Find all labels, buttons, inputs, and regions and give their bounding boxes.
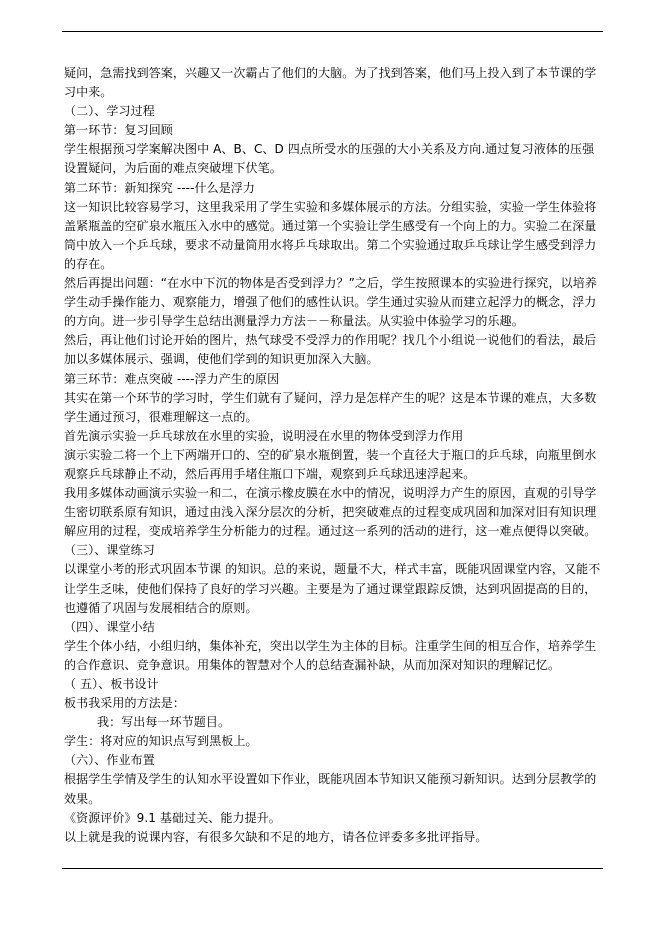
paragraph-demo-one: 首先演示实验一乒乓球放在水里的实验，说明浸在水里的物体受到浮力作用 [64, 428, 464, 443]
paragraph-board-teacher: 我：写出每一环节题目。 [97, 715, 231, 730]
paragraph-demo-two: 演示实验二将一个上下两端开口的、空的矿泉水瓶倒置，装一个直径大于瓶口的乒乓球，向瓶里倒水观察乒乓球静止不动，然后再用手堵住瓶口下端，观察到乒乓球迅速浮起来。 [64, 447, 597, 481]
paragraph-intro-continuation: 疑问，急需找到答案，兴趣又一次霸占了他们的大脑。为了找到答案，他们马上投入到了本节课的学习中来。 [64, 66, 597, 100]
heading-homework: （六）、作业布置 [64, 753, 155, 768]
paragraph-question: 然后再提出问题：“在水中下沉的物体是否受到浮力？”之后，学生按照课本的实验进行探究，以培养学生动手操作能力、观察能力，增强了他们的感性认识。学生通过实验从而建立起浮力的概念，浮力的方向。进一步引导学生总结出测量浮力方法－－称量法。从实验中体验学习的乐趣。 [64, 276, 597, 329]
paragraph-difficulty: 其实在第一个环节的学习时，学生们就有了疑问，浮力是怎样产生的呢？这是本节课的难点，大多数学生通过预习，很难理解这一点的。 [64, 390, 597, 424]
paragraph-board-student: 学生：将对应的知识点写到黑板上。 [64, 734, 258, 749]
heading-step-two: 第二环节：新知探究 ----什么是浮力 [64, 180, 256, 195]
header-rule [62, 31, 603, 32]
footer-rule [62, 868, 603, 869]
paragraph-review: 学生根据预习学案解决图中 A、B、C、D 四点所受水的压强的大小关系及方向.通过复习液体的压强设置疑问，为后面的难点突破埋下伏笔。 [64, 142, 595, 176]
paragraph-experiments: 这一知识比较容易学习，这里我采用了学生实验和多媒体展示的方法。分组实验，实验一学生体验将盖紧瓶盖的空矿泉水瓶压入水中的感觉。通过第一个实验让学生感受有一个向上的力。实验二在深量筒中放入一个乒乓球，要求不动量筒用水将乒乓球取出。第二个实验通过取乒乓球让学生感受到浮力的存在。 [64, 199, 597, 271]
heading-step-one: 第一环节：复习回顾 [64, 123, 173, 138]
heading-board-design: （ 五）、板书设计 [64, 677, 159, 691]
paragraph-resource: 《资源评价》9.1 基础过关、能力提升。 [64, 810, 281, 825]
heading-learning-process: （二）、学习过程 [64, 104, 155, 119]
document-body [64, 64, 602, 847]
paragraph-closing: 以上就是我的说课内容，有很多欠缺和不足的地方，请各位评委多多批评指导。 [64, 829, 488, 844]
paragraph-practice: 以课堂小考的形式巩固本节课 的知识。总的来说，题量不大，样式丰富，既能巩固课堂内容，又能不让学生乏味，使他们保持了良好的学习兴趣。主要是为了通过课堂跟踪反馈，达到巩固提高的目的，也遵循了巩固与发展相结合的原则。 [64, 562, 601, 615]
paragraph-homework: 根据学生学情及学生的认知水平设置如下作业，既能巩固本节知识又能预习新知识。达到分层教学的效果。 [64, 772, 597, 806]
heading-step-three: 第三环节：难点突破 ----浮力产生的原因 [64, 371, 280, 386]
paragraph-board-method: 板书我采用的方法是： [64, 696, 186, 711]
paragraph-discussion: 然后，再让他们讨论开始的图片，热气球受不受浮力的作用呢？找几个小组说一说他们的看法，最后加以多媒体展示、强调，使他们学到的知识更加深入大脑。 [64, 333, 597, 367]
paragraph-multimedia: 我用多媒体动画演示实验一和二，在演示橡皮膜在水中的情况，说明浮力产生的原因，直观的引导学生密切联系原有知识，通过由浅入深分层次的分析，把突破难点的过程变成巩固和加深对旧有知识理解应用的过程，变成培养学生分析能力的过程。通过这一系列的活动的进行，这一难点便得以突破。 [64, 486, 597, 539]
heading-summary: （四）、课堂小结 [64, 619, 155, 634]
paragraph-summary: 学生个体小结，小组归纳，集体补充，突出以学生为主体的目标。注重学生间的相互合作，培养学生的合作意识、竞争意识。用集体的智慧对个人的总结查漏补缺，从而加深对知识的理解记忆。 [64, 638, 597, 672]
heading-classroom-practice: （三）、课堂练习 [64, 543, 155, 558]
